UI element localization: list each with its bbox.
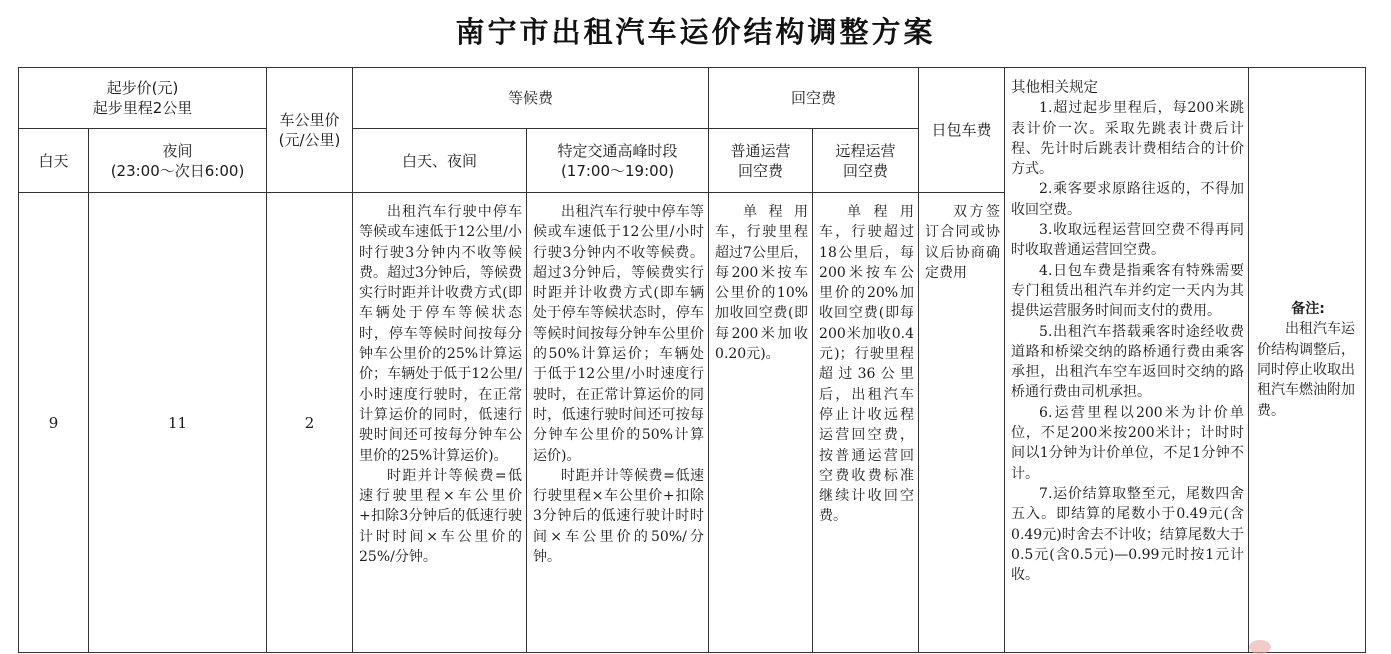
return-normal-header [709,129,813,193]
waiting-day-night-formula: 时距并计等候费=低速行驶里程×车公里价+扣除3分钟后的低速行驶计时时间×车公里价的25%/分钟。 [359,467,523,566]
remark-cell [1249,68,1366,653]
return-long-cell [813,193,919,653]
waiting-peak-rule: 出租汽车行驶中停车等候或车速低于12公里/小时行驶3分钟内不收等候费。超过3分钟后，等候费实行时距并计收费方式(即车辆处于停车等候状态时，停车等候时间按每分钟车公里价的50%计算运价；车辆处于低于12公里/小时速度行驶时，在正常计算运价的同时，低速行驶时间还可按每分钟车公里价的50%计算运价)。 [533,204,705,464]
rule-item: 7.运价结算取整至元，尾数四舍五入。即结算的尾数小于0.49元(含0.49元)时舍去不计收；结算尾数大于0.5元(含0.5元)—0.99元时按1元计收。 [1011,485,1245,584]
waiting-day-night-rule: 出租汽车行驶中停车等候或车速低于12公里/小时行驶3分钟内不收等候费。超过3分钟后，等候费实行时距并计收费方式(即车辆处于停车等候状态时，停车等候时间按每分钟车公里价的25%计算运价；车辆处于低于12公里/小时速度行驶时，在正常计算运价的同时，低速行驶时间还可按每分钟车公里价的25%计算运价)。 [359,204,523,464]
corner-stamp-mark [1249,640,1271,654]
remark-title: 备注: [1291,301,1325,318]
start-distance-label: 起步里程2公里 [92,99,193,117]
day-price-value: 9 [19,193,89,653]
waiting-day-night-header: 白天、夜间 [353,129,527,193]
return-normal-cell [709,193,813,653]
night-header [89,129,267,193]
per-km-label: 车公里价 [279,111,340,129]
remark-text: 出租汽车运价结构调整后，同时停止收取出租汽车燃油附加费。 [1257,321,1356,419]
waiting-peak-cell [527,193,709,653]
return-long-header [813,129,919,193]
daily-charter-header: 日包车费 [919,68,1005,193]
rule-item: 5.出租汽车搭载乘客时途经收费道路和桥梁交纳的路桥通行费由乘客承担，出租汽车空车返回时交纳的路桥通行费由司机承担。 [1011,323,1245,401]
waiting-fee-header: 等候费 [353,68,709,129]
start-price-label: 起步价(元) [106,79,179,97]
return-long-label-2: 回空费 [843,161,889,180]
night-time-range: (23:00～次日6:00) [110,161,245,180]
waiting-peak-label: 特定交通高峰时段 [557,141,678,160]
daily-charter-text: 双方签订合同或协议后协商确定费用 [925,204,1001,281]
rule-item: 4.日包车费是指乘客有特殊需要专门租赁出租汽车并约定一天内为其提供运营服务时间而支付的费用。 [1011,262,1245,320]
rule-item: 3.收取远程运营回空费不得再同时收取普通运营回空费。 [1011,222,1245,259]
per-km-header [267,68,353,193]
daily-charter-cell [919,193,1005,653]
return-long-label-1: 远程运营 [835,141,896,160]
night-label: 夜间 [162,141,193,160]
fare-table [18,67,1366,653]
header-row-1 [19,68,1366,129]
return-long-text: 单程用车，行驶超过18公里后，每200米按车公里价的20%加收回空费(即每200米加收0.4元)；行驶里程超过36公里后，出租汽车停止计收远程运营回空费，按普通运营回空费收费标准继续计收回空费。 [819,204,915,525]
other-rules-title: 其他相关规定 [1011,80,1099,96]
return-normal-text: 单程用车，行驶里程超过7公里后，每200米按车公里价的10%加收回空费(即每200米加收0.20元)。 [715,204,809,363]
waiting-peak-formula: 时距并计等候费=低速行驶里程×车公里价+扣除3分钟后的低速行驶计时时间×车公里价的50%/分钟。 [533,467,705,566]
per-km-value: 2 [267,193,353,653]
waiting-day-night-cell [353,193,527,653]
rule-item: 1.超过起步里程后，每200米跳表计价一次。采取先跳表计费后计程、先计时后跳表计费相结合的计价方式。 [1011,100,1245,178]
day-header: 白天 [19,129,89,193]
night-price-value: 11 [89,193,267,653]
return-fee-header: 回空费 [709,68,919,129]
per-km-unit: (元/公里) [278,131,341,149]
waiting-peak-header [527,129,709,193]
rule-item: 2.乘客要求原路往返的，不得加收回空费。 [1011,181,1245,218]
return-normal-label-2: 回空费 [738,161,784,180]
rule-item: 6.运营里程以200米为计价单位，不足200米按200米计；计时时间以1分钟为计价单位，不足1分钟不计。 [1011,404,1245,482]
waiting-peak-time: (17:00～19:00) [560,161,675,180]
other-rules-cell [1005,68,1249,653]
return-normal-label-1: 普通运营 [730,141,791,160]
start-price-header [19,68,267,129]
page-title: 南宁市出租汽车运价结构调整方案 [455,15,936,49]
